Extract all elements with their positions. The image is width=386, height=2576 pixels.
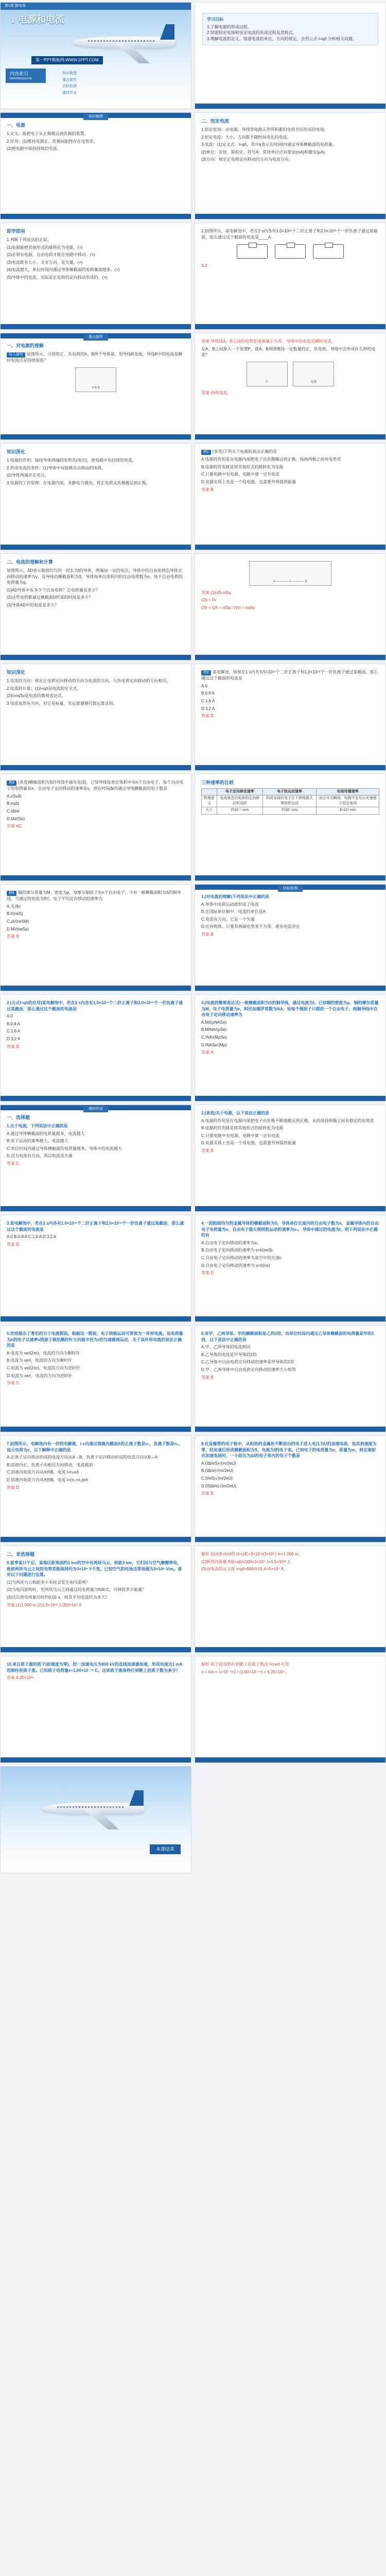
question-text: 3.(电流的微观表达式)一根横截面积为S的铜导线，通过电流为I。已知铜的密度为ρ，铜的摩尔质量为M，电子电荷量为e，阿伏加德罗常数为NA，设每个铜原子只提供一个自由电子，则铜导线中自由电子定向移动速率为 [201,1001,379,1018]
option-item: B.0.8 A [7,1021,20,1026]
option-item: B.MINA/(ρSe) [201,1027,227,1032]
slide-body: 例3 (多选)横截面积为S的导线中通有电流I，已知导线每单位体积中有n个自由电子，每个自由电子的电荷量是e，自由电子定向移动的速率是v，则在时间Δt内通过导线横截面的电子数是 A.nSvΔt B.nvΔt C.IΔt/e D.IΔt/(Se) 答案 AC [7,779,185,873]
option-item: A.电源的作用是在电源内部把电子由负极搬运到正极，保持两极之间有电势差 [201,457,341,462]
homework-slide-3 [0,1215,191,1322]
section-band-title: 课时作业 [83,1106,108,1112]
judge-slide [0,223,191,330]
option-item: C.只要电路中有电源，电路中就一定有电流 [201,472,279,477]
figure-box: A ———— v ———— D [249,561,331,586]
body-line: 3.电源的工作原理：在电源内部，非静电力做功，将正电荷从负极搬运到正极。 [7,480,150,485]
slide-footer-band [1,1537,191,1542]
slide-footer-band [1,986,191,991]
option-item: D.(ISΔl/e)√(m/2eU) [201,1483,236,1488]
table-row: 物理意义 电流就是由电荷的定向移动形成的 构成导体的电子在不停地做无规则热运动 闭合开关瞬间，电路中各处以光速建立恒定电场 [202,795,379,807]
example-tag: 例3 [7,781,16,786]
option-item: B.0.8 A [201,691,215,696]
option-item: B.I/(neS) [7,911,23,917]
site-banner[interactable]: 第一PPT模板网-WWW.1PPT.COM [31,56,103,64]
slide-footer-band [195,986,385,991]
key-slide-2 [0,553,191,660]
answer-text: 答案 A [201,1050,214,1055]
slide-body [7,449,185,543]
check-slide-3 [195,994,386,1101]
answer-text: 答案 (1)nlS nlSq [201,590,231,595]
slide-footer-band [1,1647,191,1652]
solution-line: 解析 质子流每秒打到靶上的质子数由 I=ne/t 可知 [201,1662,289,1667]
answer-text: 答案 B [201,487,214,492]
slide-footer-band [1,1427,191,1432]
option-item: B.溶液内正、负离子向相反方向移动，电流抵消 [7,1462,93,1467]
goal-item: 2.知道恒定电场和恒定电流的形成过程及其特点。 [207,30,297,36]
question-text: 在A、B之间接入一个装置P，使A、B周围维持一定数量的正、负电荷，导线中会形成什么样的电流？ [201,346,376,358]
homework-slide-4 [195,1215,386,1322]
option-item: D.因为电流有方向，所以电流是矢量 [7,1154,73,1159]
goal-item: 1.了解电源的形成过程。 [207,24,252,29]
option-item: B.(IΔl/e)√(m/2eU) [201,1468,234,1473]
option-item: C.电流有方向，它是一个矢量 [201,917,255,922]
conductor-figure [201,559,379,590]
example-slide-2 [195,664,386,771]
slide-body [201,1110,379,1204]
slide-body [201,228,379,322]
answer-text: 答案 D [201,1270,214,1276]
example-slide-3 [0,774,191,881]
option-item: B.乙导体的电流是甲导体的2倍 [201,1352,257,1357]
option-item: B.电源的作用就是将其他形式的能转化为电能 [201,1126,284,1131]
slide-body [201,338,379,432]
homework-slide-9 [0,1546,191,1653]
slide-body [201,1221,379,1314]
question-text: 2.(公式I=q/t的应用)某电解池中，若在2 s内各有1.0×10¹⁹个二价正离子和2.0×10¹⁹个一价负离子通过某截面，那么通过这个截面的电流是 [7,1001,183,1011]
answer-text: 答案 B [201,1491,214,1496]
body-line: 1.电源的作用：保持导体两端的电势差(电压)，使电路中有持续的电流。 [7,458,136,463]
device-figures [201,360,379,391]
body-line: 1.定义：能把电子从正极搬运到负极的装置。 [7,131,89,137]
option-item: D.INASe/(Mρ) [201,1042,227,1047]
slide-footer-band [195,545,385,550]
slide-footer-band [195,1096,385,1101]
toc-label: 内容索引 NEIRONGSUOYIN [6,69,46,83]
slide-body [201,1331,379,1425]
slide-footer-band [195,1206,385,1211]
slide-footer-band [195,1757,385,1762]
question-text: (2)当电闪雷鸣时，若两块乌云之间通过的电荷量为500 C，可释放多少能量？ [7,1587,147,1592]
question-text: 10.来自质子源的质子(初速度为零)，经一加速电压为800 kV的直线加速器加速，形成电流为1 mA的细柱形质子流。已知质子电荷量e=1.60×10⁻¹⁹ C。这束质子流每秒打到靶上的质子数为多少？ [7,1662,183,1673]
key-slide-1 [0,333,191,440]
body-line: 1.判断下列说法的正误。 [7,238,51,243]
option-item: A.通过导体横截面的电荷量越多，电流越大 [7,1131,85,1136]
question-text: (3)导体AD中的电流是多大？ [7,603,59,608]
answer-text: 答案 D [7,1485,19,1490]
key-slide-2a [195,553,386,660]
cover-slide [0,2,191,109]
table-header-row: 电子定向移动速率 电子热运动速率 电场传播速率 [202,789,379,795]
answer-text: 答案 导体球A、B之间的电势差逐渐减小为零，导线中的电流是瞬时电流。 [201,339,336,344]
slide-body [201,559,379,653]
body-line: 3.电流虽然有方向，但它是标量，其运算遵循代数运算法则。 [7,701,117,706]
homework-slide-10 [0,1656,191,1763]
solution-line: n = It/e = 1×10⁻³×1 / (1.60×10⁻¹⁹) = 6.25×10¹⁵。 [201,1669,290,1674]
section-heading: 即学即用 [7,229,26,234]
plane-tail [129,1790,144,1806]
homework-slide-2 [195,1105,386,1212]
slide-body [7,122,185,212]
slide-body [7,228,185,322]
option-item: A.MI/(ρNASe) [201,1020,227,1025]
answer-text: 答案 D [201,714,214,719]
option-item: A.甲、乙两导体的电流相同 [201,1345,251,1350]
section-heading: 知识深化 [7,670,26,675]
option-item: B.电子运动的速率越大，电流越大 [7,1139,68,1144]
solution-line: 解析 (1)由E=U/d得 d=U/E=3×10⁹/(3×10⁶) m=1 000 m。 [201,1552,303,1556]
option-item: D.IΔt/(Se) [7,816,25,821]
slide-footer-band [1,545,191,550]
body-line: 如图所示，AD表示粗细均匀的一段长为l的导体，两端加一定的电压，导体中的自由电荷沿导体定向移动的速率为v，设导体的横截面积为S，导体每单位体积内的自由电荷数为n，每个自由电荷的电荷量为q。 [7,568,183,585]
sphere-figure [7,365,185,396]
question-text: 1.关于电流，下列说法中正确的是 [7,1124,68,1129]
slide-footer-band [1,434,191,439]
option-item: D.3.2 A [201,706,215,711]
option-item: D.甲、乙两导体中自由电荷定向移动的速率大小相等 [201,1367,296,1372]
slide-footer-band [195,1537,385,1542]
option-item: A.(IΔl/eS)√(m/2eU) [201,1461,236,1466]
answer-text: 答案 (1)1 000 m (2)1.5×10¹² J (3)5×10⁴ A [7,1602,82,1607]
slide-footer-band [1,1206,191,1211]
slide-body [7,1221,185,1314]
section-heading: 二、电流的理解和计算 [7,560,54,565]
example-slide-1 [195,443,386,550]
goals-slide [195,2,386,109]
question-text: 1.(对电流的理解)下列说法中正确的是 [201,894,269,899]
knowledge-slide-2 [195,112,386,219]
table-slide [195,774,386,881]
toc-item[interactable]: 达标检测 [62,84,77,89]
cover-title: 1 电源和电流 [11,14,64,25]
slide-footer-band [195,1316,385,1321]
section-heading: 知识深化 [7,449,26,454]
option-item: A.0 B.0.8 A C.1.6 A D.3.2 A [7,1234,57,1240]
slide-body [201,1551,379,1645]
option-item: A.光速c [7,904,21,909]
answer-text: 答案 AC [7,824,22,829]
question-text: 5.安培提出了著名的分子电流假说。根据这一假说，电子绕核运动可等效为一环形电流。设电荷量为e的电子以速率v绕原子核沿顺时针方向做半径为r的匀速圆周运动，关于该环形电流的说法正确的是 [7,1331,183,1348]
slide-body: 例1 (多选)下列关于电源的说法正确的是 A.电源的作用是在电源内部把电子由负极搬运到正极，保持两极之间有电势差 B.电源的作用就是将其他形式的能转化为电能 C.只要电路中有电源，电路中就一定有电流 D.电源实质上也是一个用电器，也需要外界提供能量 答案 B [201,449,379,543]
homework-slide-10b [195,1656,386,1763]
option-item: D.电源实质上也是一个用电器，也需要外界提供能量 [201,479,296,484]
slide-body: 一、对电源的理解 导入探究 如图所示，分别带正、负电荷的A、B两个导体球，用导线R连接，导线R中的电流是瞬时电流还是持续电流？ A R B [7,343,185,432]
example-tag: 例1 [201,450,211,455]
figure-box: 电源 [293,362,334,386]
section-heading: 一、电源 [7,123,26,128]
deepen-slide-2 [0,664,191,771]
question-text: 4.一段粗细均匀的金属导体的横截面积为S，导体单位长度内的自由电子数为n，金属导体内的自由电子电荷量为e，自由电子做无规则热运动的速率为v₀，导体中通过的电流为I，则下列说法中正确的有 [201,1221,379,1238]
question-text: (3)这次放电现象历时约0.01 s，则其平均电流约为多大？ [7,1595,110,1600]
body-line: (2)单位：安培，简称安，符号A；常用单位还有毫安(mA)和微安(μA)。 [201,149,329,155]
judge-item: (4)电流越大，单位时间内通过导体横截面的电荷量就越多。(√) [7,267,120,273]
lesson-number: 1 [11,16,15,24]
body-line: (2)I=nqSv是电流的微观表达式。 [7,693,66,699]
slide-body [7,1114,185,1204]
deepen-slide-1 [0,443,191,550]
option-item: D.MI/(neSρ) [7,926,29,931]
section-band-title: 达标检测 [278,886,303,892]
section-heading: 一、对电源的理解 [7,343,44,348]
body-line: 2.恒定电流：大小、方向都不随时间变化的电流。 [201,134,291,140]
answer-text: 答案 D [7,1242,19,1247]
body-line: 1.电流的方向：规定正电荷定向移动的方向为电流的方向，与负电荷定向移动的方向相反。 [7,679,171,684]
homework-slide-8 [195,1435,386,1543]
example-slide-4 [0,884,191,991]
option-item: D.3.2 A [7,1036,21,1041]
solution-line: (2)释放的能量 E能=qU=500×3×10⁹ J=1.5×10¹² J。 [201,1559,294,1564]
cover-header: 第1章 静电场 [1,3,191,10]
slide-body [7,1551,185,1645]
body-line: 2.如图所示，某电解池中，若在2 s内各有1.0×10¹⁹个二价正离子和2.0×10¹⁹个一价负离子通过某截面，那么通过这个截面的电流是____A。 [201,229,378,240]
toc-list [62,71,77,96]
slide-footer-band [195,765,385,770]
section-heading: 一、选择题 [7,1115,30,1120]
option-item: A.自由电子定向移动的速率为v₀ [201,1240,258,1245]
slide-footer-band [1,324,191,329]
slide-body [201,1000,379,1094]
judge-item: (5)导体中的电流，实际是正电荷的定向移动形成的。(×) [7,275,108,280]
option-item: D.电源实质上也是一个用电器，也需要外界提供能量 [201,1141,296,1146]
answer-text: 答案 D [7,1044,19,1049]
circuit-diagram [313,244,344,259]
option-item: D.任何物体，只要其两端电势差不为零，就有电流存在 [201,924,300,929]
answer-text: (3)I = Q/t = nlSq / (l/v) = nqSv [201,605,255,610]
question-text: 2.(多选)关于电源，以下说法正确的是 [201,1111,269,1115]
option-item: C.只要电路中有电源，电路中就一定有电流 [201,1133,279,1138]
question-text: 7.如图所示，电解池内有一价的电解液，t s内通过溶液内截面S的正离子数是n₁，负离子数是n₂，设元电荷为e，以下解释中正确的是 [7,1442,183,1452]
option-item: C.1.6 A [7,1029,21,1034]
question-text: 3.某电解池中，若在2 s内各有1.0×10¹⁹个二价正离子和2.0×10¹⁹个一价负离子通过某截面，那么通过这个截面的电流是 [7,1221,184,1232]
slide-footer-band [195,1427,385,1432]
option-item: A.导体中电荷运动就形成了电流 [201,902,259,907]
option-item: A.0 [7,1014,13,1019]
section-heading: 三种速率的比较 [201,780,234,785]
inquiry-tag: 导入探究 [7,352,25,358]
slide-footer-band [195,104,385,109]
circuit-diagram [237,244,268,259]
judge-item: (1)电源能把其他形式的能转化为电能。(√) [7,245,83,250]
slide-body [201,1441,379,1535]
option-item: A.正离子定向移动形成的电流方向从A→B，负离子定向移动形成的电流方向从B→A [7,1455,157,1460]
judge-item: (2)必须有电源，自由电荷才能在电路中移动。(×) [7,252,95,258]
solution-line: (3)由电流的定义得 I=q/t=500/0.01 A=5×10⁴ A。 [201,1567,288,1572]
section-band-title: 重点探究 [83,334,108,341]
check-slide-2 [0,994,191,1101]
slide-footer-band [195,324,385,329]
slide-body: 例4 铜的摩尔质量为M，密度为ρ，每摩尔铜原子有n个自由电子，今有一根横截面积为S的铜导线，当通过的电流为I时，电子平均定向移动的速率为 A.光速c B.I/(neS) C.ρI/(neSM) D.MI/(neSρ) 答案 D [7,890,185,984]
body-line: (2)导体两端存在电压。 [7,473,49,478]
check-slide-1 [195,884,386,991]
option-item: B.电源的作用就是将其他形式的能转化为电能 [201,464,284,469]
option-item: C.INA/(MρSe) [201,1035,227,1040]
page-number: 1 [186,104,188,107]
goals-title: 学习目标 [207,17,223,22]
option-item: D.自由电子定向移动的速率为 v=I/(ne) [201,1263,270,1268]
figure-box: A R B [75,367,116,392]
plane-windows [57,1806,124,1808]
question-text: 9.夏季某日午后，某地区距地面约1 km的空中有两块乌云，相距3 km，它们因与空气摩擦带电，致使两块乌云之间的电势差能保持约为3×10⁹ V不变。已知空气的电场击穿场强为3×10⁶ V/m。请对以下问题进行估算。 [7,1561,182,1578]
circuit-figures [201,243,379,260]
goals-box [202,13,378,45]
circuit-diagram [275,244,306,259]
slide-footer-band [195,655,385,660]
toc-item[interactable]: 课时作业 [62,91,77,95]
slide-body [7,1441,185,1535]
option-item: C.自由电子定向移动的速率为真空中的光速c [201,1255,282,1260]
slide-body [201,894,379,984]
slide-footer-band [1,1757,191,1762]
judge-item: (3)电流既有大小，又有方向，是矢量。(×) [7,260,83,265]
answer-text: 答案 6.25×10¹⁵ [7,1675,34,1681]
body-line: 1.恒定电场：由电源、导线等电路元件所积累的电荷共同形成的电场。 [201,127,328,132]
figure-box: P [247,362,288,386]
slide-body [7,1000,185,1094]
answer-text: 答案 B [201,1375,214,1380]
slide-footer-band [195,1647,385,1652]
knowledge-slide-1 [0,112,191,219]
option-item: C.(I/eS)√(m/2eU) [201,1476,233,1481]
option-item: C.ρI/(neSM) [7,919,29,924]
question-text: (1)当两块乌云相距多少米时会发生电闪雷鸣？ [7,1580,90,1585]
slide-footer-band [1,655,191,660]
example-tag: 例4 [7,891,16,896]
slide-body [201,1662,379,1755]
speed-comparison-table [201,788,379,815]
answer-text: 3.2 [201,263,207,268]
section-band-title: 知识梳理 [83,114,108,120]
option-item: A.电源的作用是在电源内部把电子由负极不断地搬运到正极，从而保持两极之间有稳定的电势差 [201,1118,374,1123]
body-line: 2.电流的计算：(1)I=q/t是电流的定义式。 [7,686,81,691]
question-text: 8.在显像管的电子枪中，从炽热的金属丝不断放出的电子进入电压为U的加速电场，设其初速度为零，经加速后形成横截面积为S、电流为I的电子束。已知电子的电荷量为e、质量为m，则在刚射出加速电场时，一小段长为Δl的电子束内的电子个数是 [201,1442,377,1459]
slide-footer-band [195,434,385,439]
end-label: 本课结束 [150,1844,181,1854]
question-text: (2)这些电荷都通过横截面D所需的时间是多少？ [7,595,93,600]
slide-body [7,559,185,653]
slide-footer-band [195,214,385,219]
option-item: C.1.6 A [201,698,215,703]
slide-body: 例2 某电解池，如果在1 s内共有5×10¹⁸个二价正离子和1.0×10¹⁹个一价负离子通过某截面，那么通过这个截面的电流是 A.0 B.0.8 A C.1.6 A D.3.2 A 答案 D [201,669,379,763]
body-line: 2.作用：(1)维持电源正、负极间始终存在电势差。 [7,139,98,144]
slide-footer-band [1,765,191,770]
slide-footer-band [1,1316,191,1321]
goal-item: 3.理解电流的定义，知道电流的单位、方向的规定，会用公式 I=q/t 分析相关问题。 [207,36,357,41]
figure-slide [195,223,386,330]
option-item: B.自由电子定向移动的速率为 v=I/(neS) [201,1248,273,1253]
homework-slide-5 [0,1325,191,1432]
answer-text: 答案 D [7,934,19,939]
homework-slide-1 [0,1105,191,1212]
option-item: A.0 [201,683,208,688]
answer-text: 答案 C [7,1161,19,1166]
body-line: (3)方向：规定正电荷定向移动的方向为电流方向。 [201,157,293,162]
slide-footer-band [1,875,191,880]
option-item: B.在国际单位制中，电流的单位是A [201,909,266,914]
slide-footer-band [1,1096,191,1101]
option-item: B.电流为 ve/r，电流的方向为顺时针 [7,1358,73,1363]
option-item: C.IΔt/e [7,808,20,814]
answer-text: 答案 B [201,1148,214,1153]
homework-slide-7 [0,1435,191,1543]
option-item: A.nSvΔt [7,793,22,799]
option-item: C.电流为 ve/(2πr)，电流的方向为逆时针 [7,1365,80,1370]
slide-body [201,779,379,873]
option-item: D.电流为 ve/r，电流的方向为逆时针 [7,1373,73,1378]
key-slide-1b [195,333,386,440]
slide-body [7,1662,185,1755]
section-heading: 二、非选择题 [7,1552,35,1557]
section-heading: 二、恒定电流 [201,118,230,124]
option-item: B.nvΔt [7,801,19,806]
homework-slide-6 [195,1325,386,1432]
answer-text: 答案 B [201,931,214,937]
plane-tail [160,24,174,40]
slide-footer-band [195,875,385,880]
option-item: C.溶液内电流方向从A到B，电流 I=n₁e/t [7,1470,79,1475]
answer-text: (2)t = l/v [201,598,217,603]
body-line: (2)使电路中保持持续的电流。 [7,146,61,151]
slide-footer-band [1,214,191,219]
body-line: 3.电流：(1)定义式：I=q/t，其中q表示在时间t内通过导体横截面的电荷量。 [201,142,337,147]
question-text: 6.有甲、乙两导体，甲的横截面积是乙的2倍，而单位时间内通过乙导体横截面的电荷量是甲的2倍，以下说法中正确的是 [201,1331,374,1342]
toc-item[interactable]: 重点探究 [62,78,77,82]
slide-body [201,118,379,212]
table-row: 大小 约10⁻⁵ m/s 约10⁵ m/s 3×10⁸ m/s [202,807,379,814]
option-item: C.乙导体中自由电荷定向移动的速率是甲导体的2倍 [201,1360,294,1365]
example-tag: 例2 [201,670,211,675]
slide-body [7,669,185,763]
option-item: A.电流为 ve/(2πr)，电流的方向为顺时针 [7,1350,80,1355]
slide-body [7,1331,185,1425]
homework-slide-9b [195,1546,386,1653]
toc-item[interactable]: 知识梳理 [62,72,77,75]
question-text: (1)AD导体中有多少个自由电荷？总电荷量是多少？ [7,587,100,592]
answer-text: 答案 持续电流。 [201,391,232,396]
end-slide [0,1766,191,1873]
body-line: 2.形成电流的条件：(1)导体中有能够自由移动的电荷。 [7,465,106,470]
option-item: C.单位时间内通过导体横截面的电荷量越多，导体中的电流越大 [7,1146,122,1151]
answer-text: 答案 C [7,1381,19,1386]
plane-windows [88,40,155,42]
option-item: D.溶液内电流方向从A到B，电流 I=(n₁+n₂)e/t [7,1477,88,1482]
